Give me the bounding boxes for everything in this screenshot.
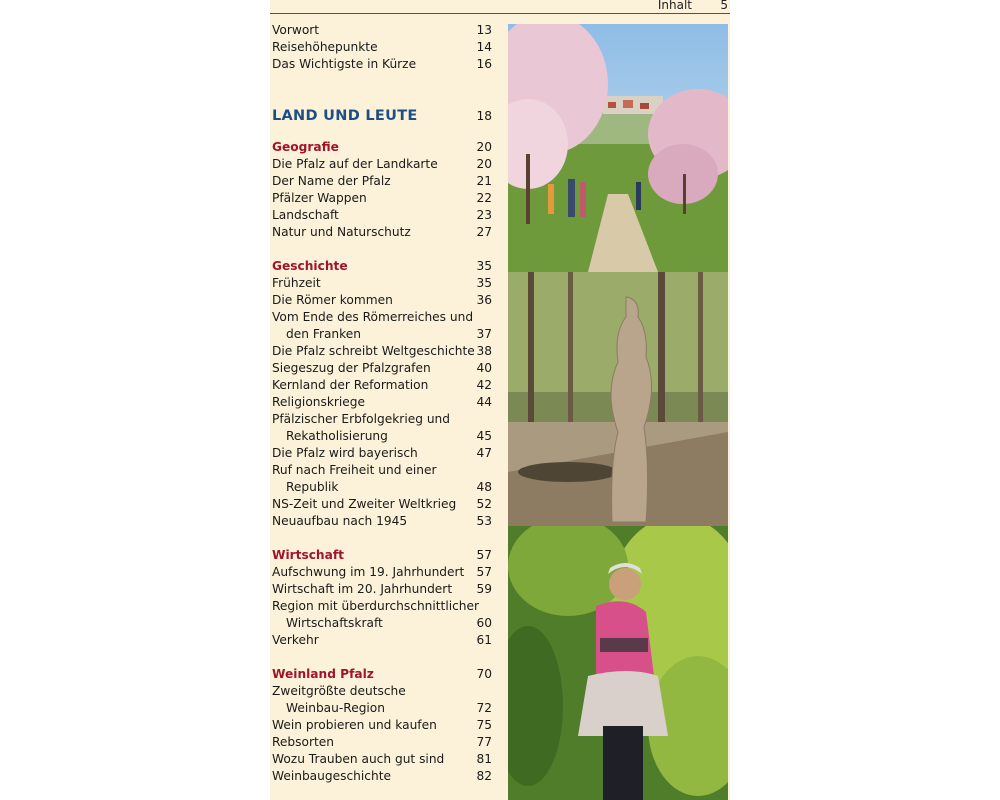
toc-entry-title: LAND UND LEUTE <box>272 108 418 124</box>
toc-entry-page: 81 <box>476 752 492 766</box>
toc-entry-page: 14 <box>476 40 492 54</box>
toc-entry-page: 20 <box>476 140 492 154</box>
toc-entry-title: Vorwort <box>272 23 320 37</box>
photo-stone-sculpture <box>508 272 728 526</box>
toc-entry <box>272 479 494 496</box>
toc-part-heading <box>272 105 494 127</box>
toc-entry <box>272 700 494 717</box>
toc-entry <box>272 394 494 411</box>
toc-entry-page: 35 <box>476 259 492 273</box>
toc-entry <box>272 173 494 190</box>
toc-entry-page: 61 <box>476 633 492 647</box>
toc-entry <box>272 445 494 462</box>
toc-category <box>272 666 494 683</box>
page-header <box>270 0 730 14</box>
toc-entry-page: 18 <box>476 109 492 123</box>
toc-entry-title: Wirtschaft <box>272 548 344 562</box>
toc-entry-page: 36 <box>476 293 492 307</box>
toc-entry <box>272 598 494 615</box>
toc-entry <box>272 190 494 207</box>
toc-entry-title: Geschichte <box>272 259 348 273</box>
toc-entry-title: Das Wichtigste in Kürze <box>272 57 417 71</box>
toc-entry <box>272 513 494 530</box>
toc-entry <box>272 224 494 241</box>
toc-entry-title: Pfälzischer Erbfolgekrieg und <box>272 412 450 426</box>
toc-entry <box>272 39 494 56</box>
toc-entry-title: Reisehöhepunkte <box>272 40 378 54</box>
toc-entry-page: 77 <box>476 735 492 749</box>
header-title: Inhalt <box>657 0 692 12</box>
toc-entry <box>272 632 494 649</box>
toc-entry <box>272 581 494 598</box>
toc-entry-page: 60 <box>476 616 492 630</box>
toc-entry-title: Wein probieren und kaufen <box>272 718 437 732</box>
toc-category <box>272 139 494 156</box>
toc-entry-title: den Franken <box>286 327 362 341</box>
toc-entry <box>272 564 494 581</box>
toc-entry-page: 47 <box>476 446 492 460</box>
toc-category <box>272 547 494 564</box>
toc-entry <box>272 377 494 394</box>
toc-entry-page: 59 <box>476 582 492 596</box>
toc-entry-page: 44 <box>476 395 492 409</box>
toc-entry-title: Rekatholisierung <box>286 429 388 443</box>
toc-entry <box>272 275 494 292</box>
toc-entry-title: Weinbau-Region <box>286 701 385 715</box>
toc-entry <box>272 496 494 513</box>
toc-entry-page: 37 <box>476 327 492 341</box>
toc-entry-title: Wirtschaft im 20. Jahrhundert <box>272 582 453 596</box>
toc-entry-page: 45 <box>476 429 492 443</box>
toc-category <box>272 258 494 275</box>
toc-entry-title: Der Name der Pfalz <box>272 174 391 188</box>
toc-entry <box>272 683 494 700</box>
photo-almond-blossom-path <box>508 24 728 272</box>
toc-entry-title: Rebsorten <box>272 735 334 749</box>
toc-entry-title: Religionskriege <box>272 395 366 409</box>
toc-entry-title: Republik <box>286 480 339 494</box>
toc-entry-title: Vom Ende des Römerreiches und <box>272 310 474 324</box>
toc-entry-title: Frühzeit <box>272 276 321 290</box>
toc-entry <box>272 768 494 785</box>
toc-entry-page: 13 <box>476 23 492 37</box>
toc-entry-page: 52 <box>476 497 492 511</box>
toc-entry <box>272 309 494 326</box>
photo-vineyard-worker <box>508 526 728 800</box>
toc-entry-page: 75 <box>476 718 492 732</box>
toc-entry <box>272 717 494 734</box>
toc-entry <box>272 22 494 39</box>
header-page-number: 5 <box>720 0 728 12</box>
toc-entry-title: Zweitgrößte deutsche <box>272 684 406 698</box>
toc-entry-page: 16 <box>476 57 492 71</box>
toc-entry-title: Pfälzer Wappen <box>272 191 367 205</box>
toc-entry <box>272 326 494 343</box>
toc-entry-page: 38 <box>476 344 492 358</box>
toc-entry <box>272 462 494 479</box>
toc-entry-page: 53 <box>476 514 492 528</box>
toc-entry-title: Die Pfalz auf der Landkarte <box>272 157 438 171</box>
toc-entry <box>272 207 494 224</box>
toc-entry-page: 57 <box>476 565 492 579</box>
toc-entry-title: Die Römer kommen <box>272 293 393 307</box>
toc-entry-title: Wozu Trauben auch gut sind <box>272 752 445 766</box>
toc-entry-title: Die Pfalz schreibt Weltgeschichte <box>272 344 475 358</box>
toc-entry-title: Ruf nach Freiheit und einer <box>272 463 437 477</box>
toc-entry-title: Region mit überdurchschnittlicher <box>272 599 480 613</box>
toc-entry-title: Natur und Naturschutz <box>272 225 411 239</box>
toc-entry <box>272 56 494 73</box>
toc-entry <box>272 292 494 309</box>
toc-entry-title: NS-Zeit und Zweiter Weltkrieg <box>272 497 457 511</box>
toc-entry-page: 57 <box>476 548 492 562</box>
toc-entry-page: 27 <box>476 225 492 239</box>
toc-entry-title: Aufschwung im 19. Jahrhundert <box>272 565 465 579</box>
toc-entry-title: Weinland Pfalz <box>272 667 374 681</box>
toc-entry-page: 40 <box>476 361 492 375</box>
toc-entry <box>272 428 494 445</box>
toc-entry-title: Weinbaugeschichte <box>272 769 391 783</box>
toc-entry-title: Geografie <box>272 140 339 154</box>
toc-entry-page: 35 <box>476 276 492 290</box>
toc-entry-page: 82 <box>476 769 492 783</box>
toc-entry-page: 48 <box>476 480 492 494</box>
toc-entry <box>272 411 494 428</box>
toc-entry-title: Neuaufbau nach 1945 <box>272 514 408 528</box>
toc-entry <box>272 343 494 360</box>
toc-entry-title: Verkehr <box>272 633 319 647</box>
toc-page <box>270 0 730 800</box>
toc-entry-page: 21 <box>476 174 492 188</box>
toc-entry-title: Wirtschaftskraft <box>286 616 383 630</box>
toc-entry <box>272 615 494 632</box>
toc-entry-title: Siegeszug der Pfalzgrafen <box>272 361 431 375</box>
toc-entry-page: 70 <box>476 667 492 681</box>
toc-entry <box>272 751 494 768</box>
toc-entry-page: 72 <box>476 701 492 715</box>
toc-entry-page: 20 <box>476 157 492 171</box>
toc-entry <box>272 734 494 751</box>
toc-entry-title: Kernland der Reformation <box>272 378 429 392</box>
toc-entry-title: Landschaft <box>272 208 339 222</box>
toc-entry <box>272 360 494 377</box>
toc-entry-page: 23 <box>476 208 492 222</box>
toc-entry-title: Die Pfalz wird bayerisch <box>272 446 418 460</box>
toc-entry-page: 42 <box>476 378 492 392</box>
toc-entry <box>272 156 494 173</box>
toc-entry-page: 22 <box>476 191 492 205</box>
